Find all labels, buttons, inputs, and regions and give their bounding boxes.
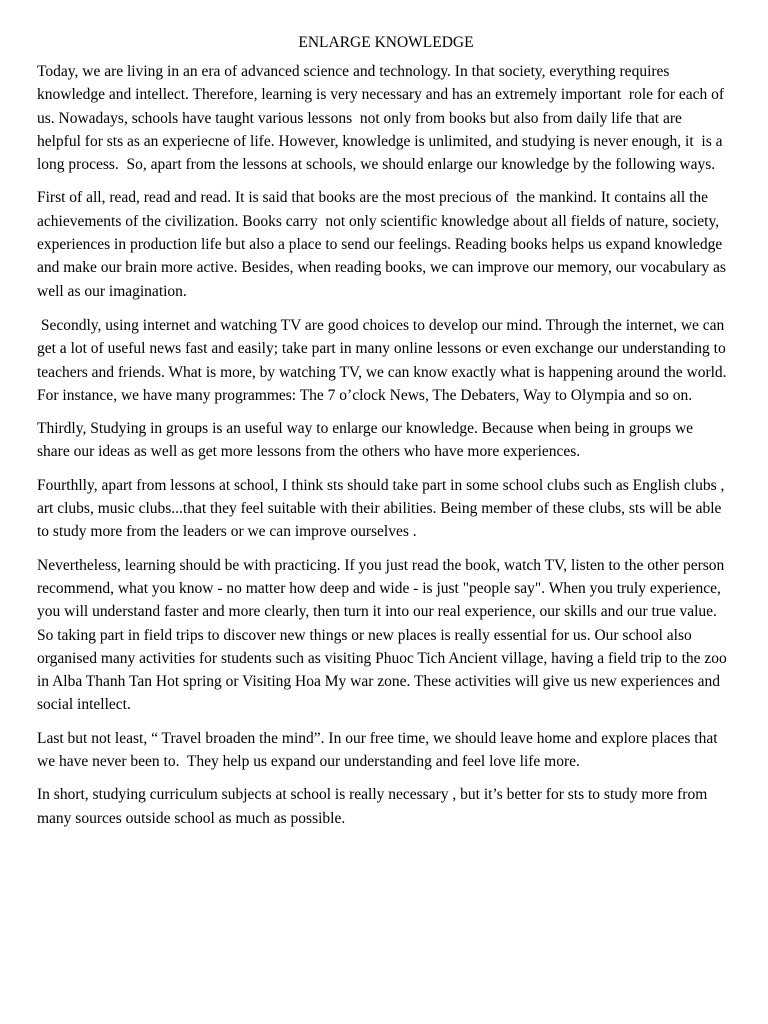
paragraph-practice: Nevertheless, learning should be with practicing. If you just read the book, watch TV, listen to the other person recommend, what you know - no matter how deep and wide - is just "people say". When you truly experience, you will understand faster and more clearly, then turn it into our real experience, our skills and our true value. So taking part in field trips to discover new things or new places is really essential for us. Our school also organised many activities for students such as visiting Phuoc Tich Ancient village, having a field trip to the zoo in Alba Thanh Tan Hot spring or Visiting Hoa My war zone. These activities will give us new experiences and social intellect. xyxy=(37,556,731,714)
document-title: ENLARGE KNOWLEDGE xyxy=(298,34,474,51)
paragraph-internet-tv: Secondly, using internet and watching TV are good choices to develop our mind. Through the internet, we can get a lot of useful news fast and easily; take part in many online lessons or even exchange our understanding to teachers and friends. What is more, by watching TV, we can know exactly what is happening around the world. For instance, we have many programmes: The 7 o’clock News, The Debaters, Way to Olympia and so on. xyxy=(37,316,731,404)
paragraph-reading: First of all, read, read and read. It is said that books are the most precious of the mankind. It contains all the achievements of the civilization. Books carry not only scientific knowledge about all fields of nature, society, experiences in production life but also a place to send our feelings. Reading books helps us expand knowledge and make our brain more active. Besides, when reading books, we can improve our memory, our vocabulary as well as our imagination. xyxy=(37,189,730,300)
paragraph-school-clubs: Fourthlly, apart from lessons at school, I think sts should take part in some school clubs such as English clubs , art clubs, music clubs...that they feel suitable with their abilities. Being member of these clubs, sts will be able to study more from the leaders or we can improve ourselves . xyxy=(37,476,729,541)
paragraph-group-study: Thirdly, Studying in groups is an useful way to enlarge our knowledge. Because when being in groups we share our ideas as well as get more lessons from the others who have more experiences. xyxy=(37,420,697,461)
paragraph-introduction: Today, we are living in an era of advanced science and technology. In that society, everything requires knowledge and intellect. Therefore, learning is very necessary and has an extremely important role for each of us. Nowadays, schools have taught various lessons not only from books but also from daily life that are helpful for sts as an experiecne of life. However, knowledge is unlimited, and studying is never enough, it is a long process. So, apart from the lessons at schools, we should enlarge our knowledge by the following ways. xyxy=(37,63,728,174)
paragraph-travel: Last but not least, “ Travel broaden the mind”. In our free time, we should leave home and explore places that we have never been to. They help us expand our understanding and feel love life more. xyxy=(37,729,722,771)
paragraph-conclusion: In short, studying curriculum subjects at school is really necessary , but it’s better for sts to study more from many sources outside school as much as possible. xyxy=(37,786,712,827)
document-page xyxy=(37,32,729,840)
